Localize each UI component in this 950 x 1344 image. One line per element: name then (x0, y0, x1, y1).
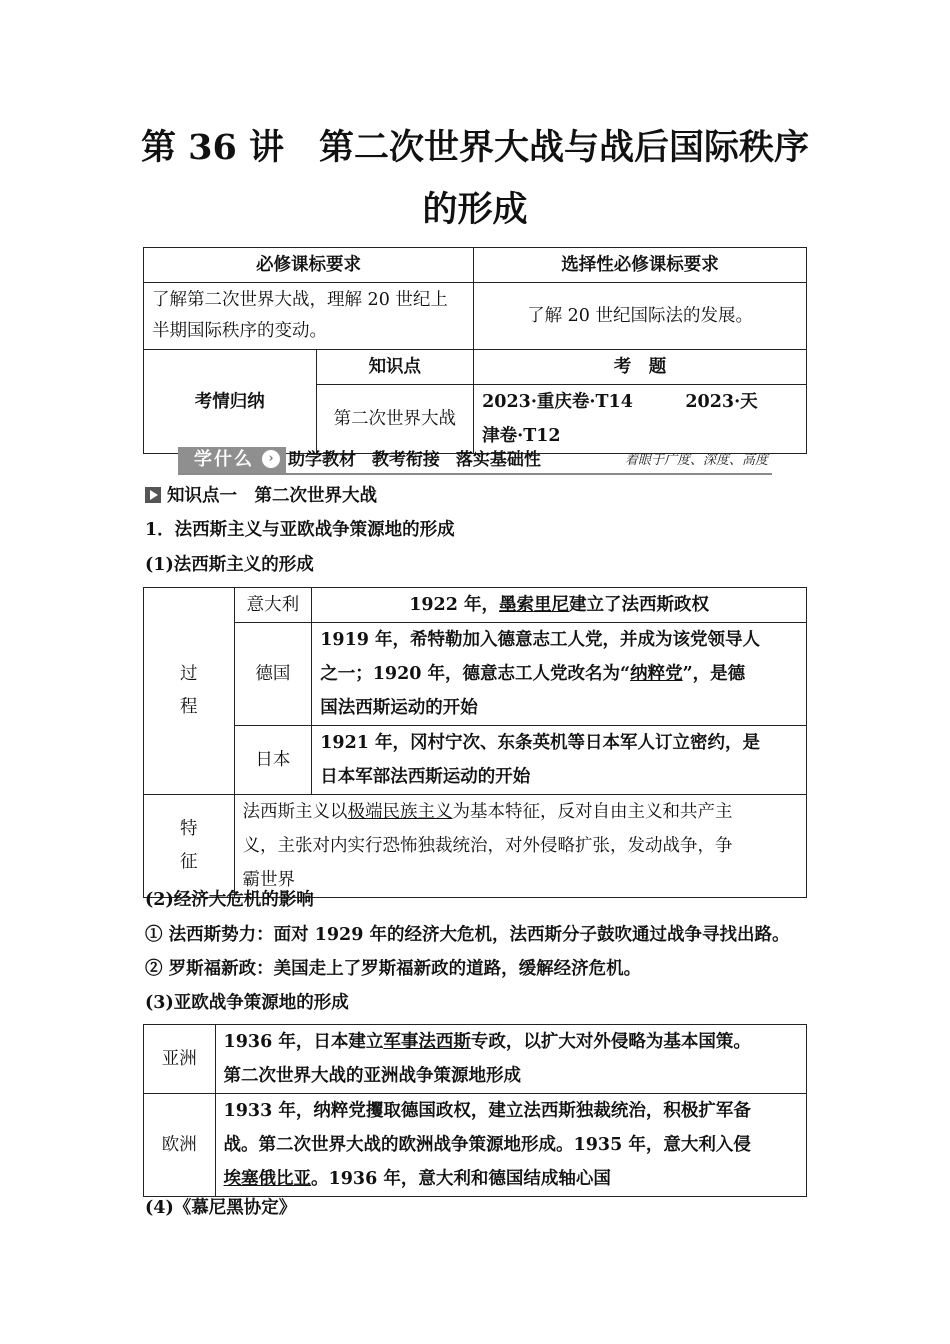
list-item-new-deal: ② 罗斯福新政：美国走上了罗斯福新政的道路，缓解经济危机。 (145, 959, 642, 979)
elective-text: 了解 20 世纪国际法的发展。 (474, 283, 807, 350)
required-header: 必修课标要求 (144, 248, 474, 283)
japan-text: 1921 年，冈村宁次、东条英机等日本军人订立密约，是 日本军部法西斯运动的开始 (312, 726, 807, 795)
feature-label: 特征 (144, 795, 235, 898)
fascism-table (143, 587, 807, 898)
lesson-title: 第 36 讲 第二次世界大战与战后国际秩序 (140, 127, 810, 168)
exam-questions-line2: 津卷·T12 (482, 426, 561, 446)
process-label: 过程 (144, 588, 235, 795)
lesson-title-continued: 的形成 (422, 189, 528, 230)
war-sources-table (143, 1024, 807, 1197)
europe-label: 欧洲 (144, 1094, 216, 1197)
list-item-fascist-forces: ① 法西斯势力：面对 1929 年的经济大危机，法西斯分子鼓吹通过战争寻找出路。 (145, 925, 790, 945)
italy-text: 1922 年，墨索里尼建立了法西斯政权 (312, 588, 807, 623)
knowledge-value: 第二次世界大战 (316, 385, 474, 454)
germany-text: 1919 年，希特勒加入德意志工人党，并成为该党领导人 之一；1920 年，德意志工人党改名为“纳粹党”，是德 国法西斯运动的开始 (312, 623, 807, 726)
knowledge-header: 知识点 (316, 350, 474, 385)
subheading-war-sources: (3)亚欧战争策源地的形成 (145, 993, 349, 1013)
japan-label: 日本 (234, 726, 312, 795)
banner-subtitle: 助学教材 教考衔接 落实基础性 (288, 450, 541, 470)
banner-note: 着眼于广度、深度、高度 (624, 453, 768, 468)
banner-label: 学什么 (178, 447, 286, 473)
asia-text: 1936 年，日本建立军事法西斯专政，以扩大对外侵略为基本国策。 第二次世界大战的亚洲战争策源地形成 (215, 1025, 806, 1094)
subheading-munich: (4)《慕尼黑协定》 (145, 1198, 297, 1218)
subheading-fascism: (1)法西斯主义的形成 (145, 555, 314, 575)
feature-text: 法西斯主义以极端民族主义为基本特征，反对自由主义和共产主 义，主张对内实行恐怖独裁统治，对外侵略扩张，发动战争，争 霸世界 (234, 795, 806, 898)
section-banner (178, 446, 772, 474)
chevron-right-icon: › (262, 450, 280, 468)
exam-questions (474, 385, 807, 454)
subheading-economic-crisis: (2)经济大危机的影响 (145, 890, 314, 910)
italy-label: 意大利 (234, 588, 312, 623)
exam-header: 考 题 (474, 350, 807, 385)
asia-label: 亚洲 (144, 1025, 216, 1094)
knowledge-point-heading: 知识点一 第二次世界大战 (145, 481, 377, 511)
required-text: 了解第二次世界大战，理解 20 世纪上半期国际秩序的变动。 (144, 283, 474, 350)
banner-divider (178, 473, 772, 475)
exam-questions-line1: 2023·重庆卷·T14 2023·天 (482, 392, 758, 412)
section-heading-1: 1．法西斯主义与亚欧战争策源地的形成 (145, 520, 455, 540)
requirements-table (143, 247, 807, 454)
exam-summary-label: 考情归纳 (144, 350, 317, 454)
play-icon (145, 487, 161, 503)
germany-label: 德国 (234, 623, 312, 726)
europe-text: 1933 年，纳粹党攫取德国政权，建立法西斯独裁统治，积极扩军备 战。第二次世界大战的欧洲战争策源地形成。1935 年，意大利入侵 埃塞俄比亚。1936 年，意大利和德国结成轴心国 (215, 1094, 806, 1197)
elective-header: 选择性必修课标要求 (474, 248, 807, 283)
